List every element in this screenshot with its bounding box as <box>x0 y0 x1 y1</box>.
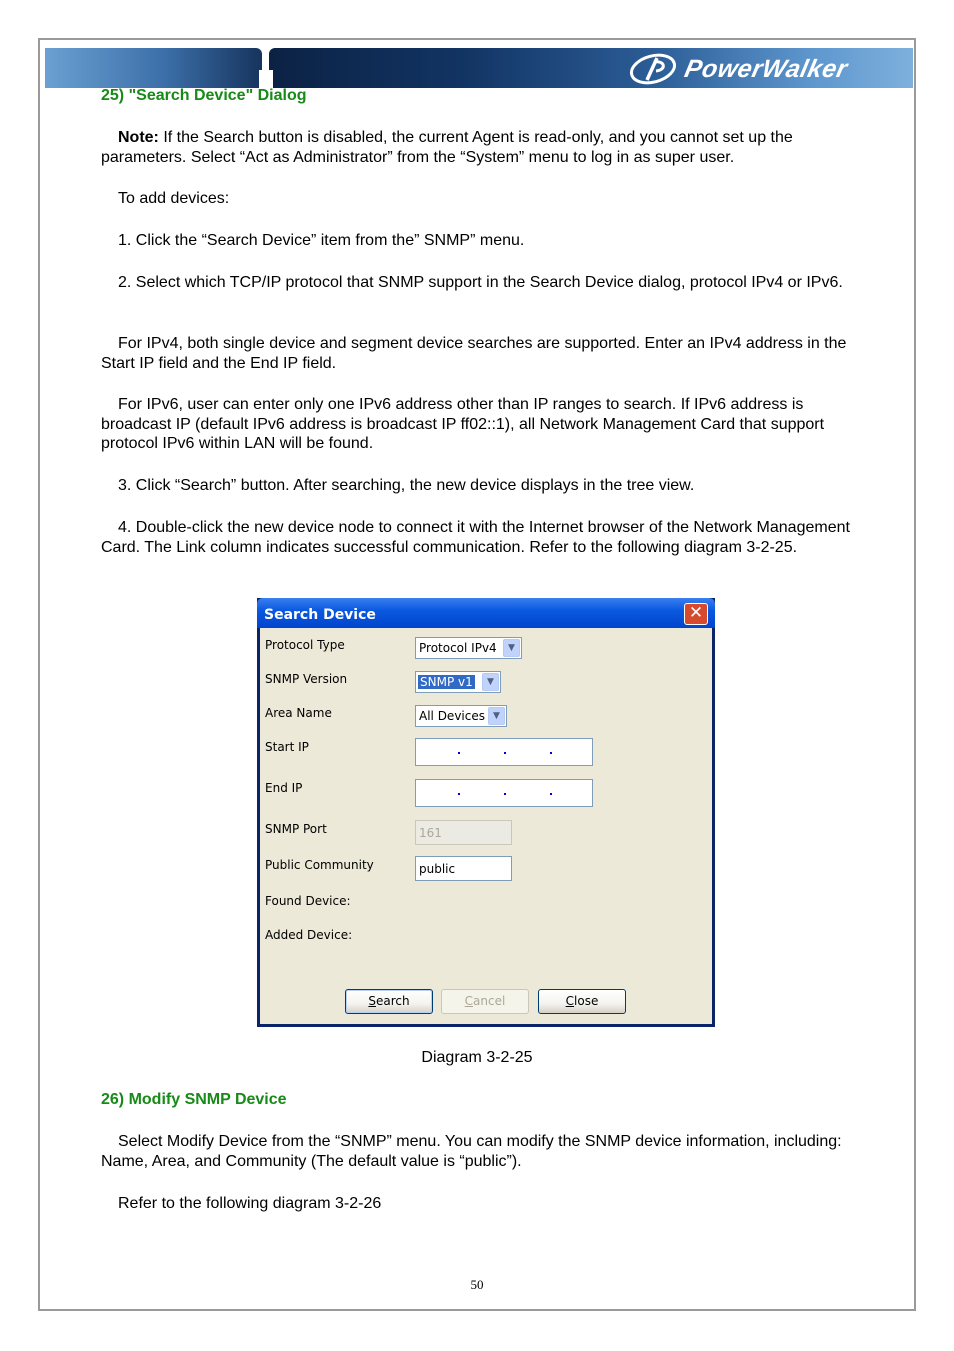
chevron-down-icon[interactable]: ▼ <box>503 639 520 657</box>
protocol-type-select[interactable] <box>415 637 522 659</box>
header-banner <box>45 48 913 88</box>
search-device-dialog <box>257 598 715 1027</box>
section-25-heading: 25) "Search Device" Dialog <box>101 87 307 104</box>
page-number: 50 <box>470 1277 484 1292</box>
added-device-label: Added Device: <box>265 928 353 942</box>
close-mnemonic: C <box>565 994 575 1008</box>
cancel-button <box>441 989 529 1014</box>
area-name-value: All Devices <box>419 709 485 723</box>
start-ip-label: Start IP <box>265 740 309 754</box>
ip-separator <box>458 752 460 754</box>
snmp-version-select[interactable] <box>415 671 501 693</box>
ip-separator <box>504 793 506 795</box>
public-community-label: Public Community <box>265 858 374 872</box>
powerwalker-logo <box>627 53 905 85</box>
search-button[interactable] <box>345 989 433 1014</box>
area-name-select[interactable] <box>415 705 507 727</box>
section-26-heading: 26) Modify SNMP Device <box>101 1091 287 1108</box>
chevron-down-icon[interactable]: ▼ <box>482 673 499 691</box>
note-label: Note: <box>118 129 159 146</box>
close-button[interactable] <box>538 989 626 1014</box>
snmp-port-value: 161 <box>419 826 442 840</box>
dialog-body <box>260 628 712 1024</box>
cancel-mnemonic: C <box>464 994 474 1008</box>
public-community-value: public <box>419 862 456 876</box>
search-label: earch <box>376 994 410 1008</box>
add-devices-text: To add devices: <box>118 190 230 207</box>
note-text: If the Search button is disabled, the current Agent is read-only, and you cannot set up the parameters. Select “Act as Administrator” from the “System” menu to log in as super user. <box>101 129 793 166</box>
start-ip-input[interactable] <box>415 738 593 766</box>
protocol-type-value: Protocol IPv4 <box>419 641 497 655</box>
protocol-type-label: Protocol Type <box>265 638 345 652</box>
close-label: lose <box>574 994 599 1008</box>
close-icon[interactable]: ✕ <box>684 603 708 625</box>
banner-notch <box>259 70 273 88</box>
end-ip-input[interactable] <box>415 779 593 807</box>
ip-separator <box>458 793 460 795</box>
step-3-text: 3. Click “Search” button. After searching, the new device displays in the tree view. <box>118 477 695 494</box>
modify-device-text: Select Modify Device from the “SNMP” menu. You can modify the SNMP device information, including: Name, Area, and Community (The default value is “public”). <box>101 1133 842 1170</box>
snmp-version-value: SNMP v1 <box>420 675 473 689</box>
cancel-label: ancel <box>473 994 506 1008</box>
logo-emblem-icon <box>627 53 681 85</box>
refer-diagram-text: Refer to the following diagram 3-2-26 <box>118 1195 382 1212</box>
ip-separator <box>550 752 552 754</box>
step-2-text: 2. Select which TCP/IP protocol that SNMP support in the Search Device dialog, protocol IPv4 or IPv6. <box>118 274 843 291</box>
ipv6-text: For IPv6, user can enter only one IPv6 address other than IP ranges to search. If IPv6 address is broadcast IP (default IPv6 address is broadcast IP ff02::1), all Network Management Card that support protocol IPv6 within LAN will be found. <box>101 396 825 452</box>
snmp-port-input <box>415 820 512 845</box>
ip-separator <box>550 793 552 795</box>
diagram-caption: Diagram 3-2-25 <box>421 1049 533 1066</box>
note-paragraph <box>101 128 853 167</box>
public-community-input[interactable] <box>415 856 512 881</box>
ipv4-text: For IPv4, both single device and segment device searches are supported. Enter an IPv4 address in the Start IP field and the End IP field. <box>101 335 847 372</box>
snmp-port-label: SNMP Port <box>265 822 327 836</box>
found-device-label: Found Device: <box>265 894 351 908</box>
ip-separator <box>504 752 506 754</box>
step-4-text: 4. Double-click the new device node to connect it with the Internet browser of the Network Management Card. The Link column indicates successful communication. Refer to the following diagram 3-2-25. <box>101 519 850 556</box>
snmp-version-label: SNMP Version <box>265 672 348 686</box>
search-mnemonic: S <box>368 994 376 1008</box>
end-ip-label: End IP <box>265 781 303 795</box>
chevron-down-icon[interactable]: ▼ <box>488 707 505 725</box>
banner-left-segment <box>45 48 262 88</box>
dialog-title: Search Device <box>264 607 376 623</box>
logo-text: PowerWalker <box>682 55 851 83</box>
dialog-title-bar[interactable] <box>257 598 715 628</box>
step-1-text: 1. Click the “Search Device” item from the” SNMP” menu. <box>118 232 525 249</box>
area-name-label: Area Name <box>265 706 332 720</box>
